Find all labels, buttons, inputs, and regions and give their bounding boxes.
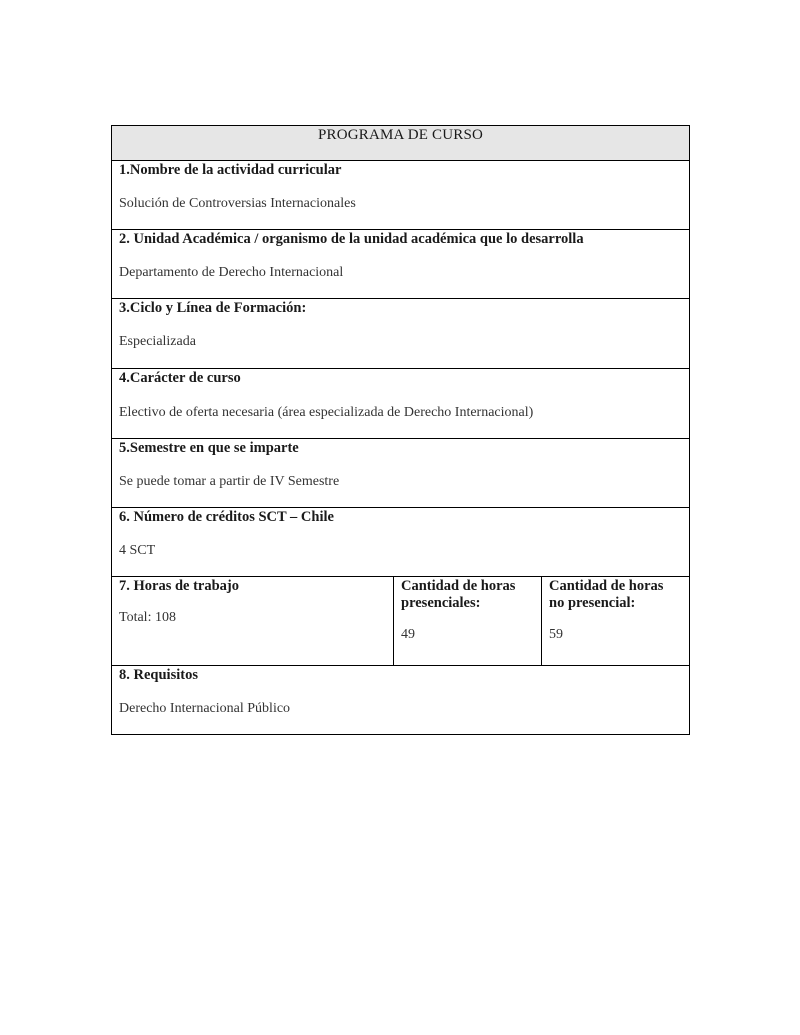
table-title-cell — [112, 126, 690, 161]
section-label: 6. Número de créditos SCT – Chile — [119, 509, 334, 525]
section-label: 2. Unidad Académica / organismo de la unidad académica que lo desarrolla — [119, 231, 584, 247]
horas-no-presencial-label: Cantidad de horas no presencial: — [549, 578, 664, 611]
section-value: 4 SCT — [119, 543, 156, 558]
section-nombre — [112, 161, 690, 230]
section-label: 1.Nombre de la actividad curricular — [119, 162, 342, 178]
section-unidad — [112, 230, 690, 299]
section-value: Solución de Controversias Internacionales — [119, 196, 356, 211]
section-horas — [112, 577, 690, 666]
section-label: 5.Semestre en que se imparte — [119, 440, 299, 456]
section-ciclo — [112, 299, 690, 369]
section-value: Departamento de Derecho Internacional — [119, 265, 344, 280]
section-value: Se puede tomar a partir de IV Semestre — [119, 474, 340, 489]
horas-presenciales-value: 49 — [401, 627, 415, 642]
section-label: 8. Requisitos — [119, 667, 198, 683]
section-label: 3.Ciclo y Línea de Formación: — [119, 300, 307, 316]
section-caracter — [112, 369, 690, 439]
horas-no-presencial-value: 59 — [549, 627, 563, 642]
section-creditos — [112, 508, 690, 577]
section-semestre — [112, 439, 690, 508]
horas-total-value: Total: 108 — [119, 610, 176, 625]
horas-presenciales-cell — [394, 577, 542, 666]
section-label: 4.Carácter de curso — [119, 370, 241, 386]
horas-presenciales-label: Cantidad de horas presenciales: — [401, 578, 516, 611]
section-label: 7. Horas de trabajo — [119, 578, 240, 594]
table-title: PROGRAMA DE CURSO — [317, 127, 484, 143]
table-header-row — [112, 126, 690, 161]
section-value: Electivo de oferta necesaria (área especializada de Derecho Internacional) — [119, 405, 534, 420]
horas-total-cell — [112, 577, 394, 666]
section-requisitos — [112, 666, 690, 735]
course-program-table — [111, 125, 690, 735]
section-value: Especializada — [119, 334, 196, 349]
section-value: Derecho Internacional Público — [119, 701, 291, 716]
horas-no-presencial-cell — [542, 577, 690, 666]
